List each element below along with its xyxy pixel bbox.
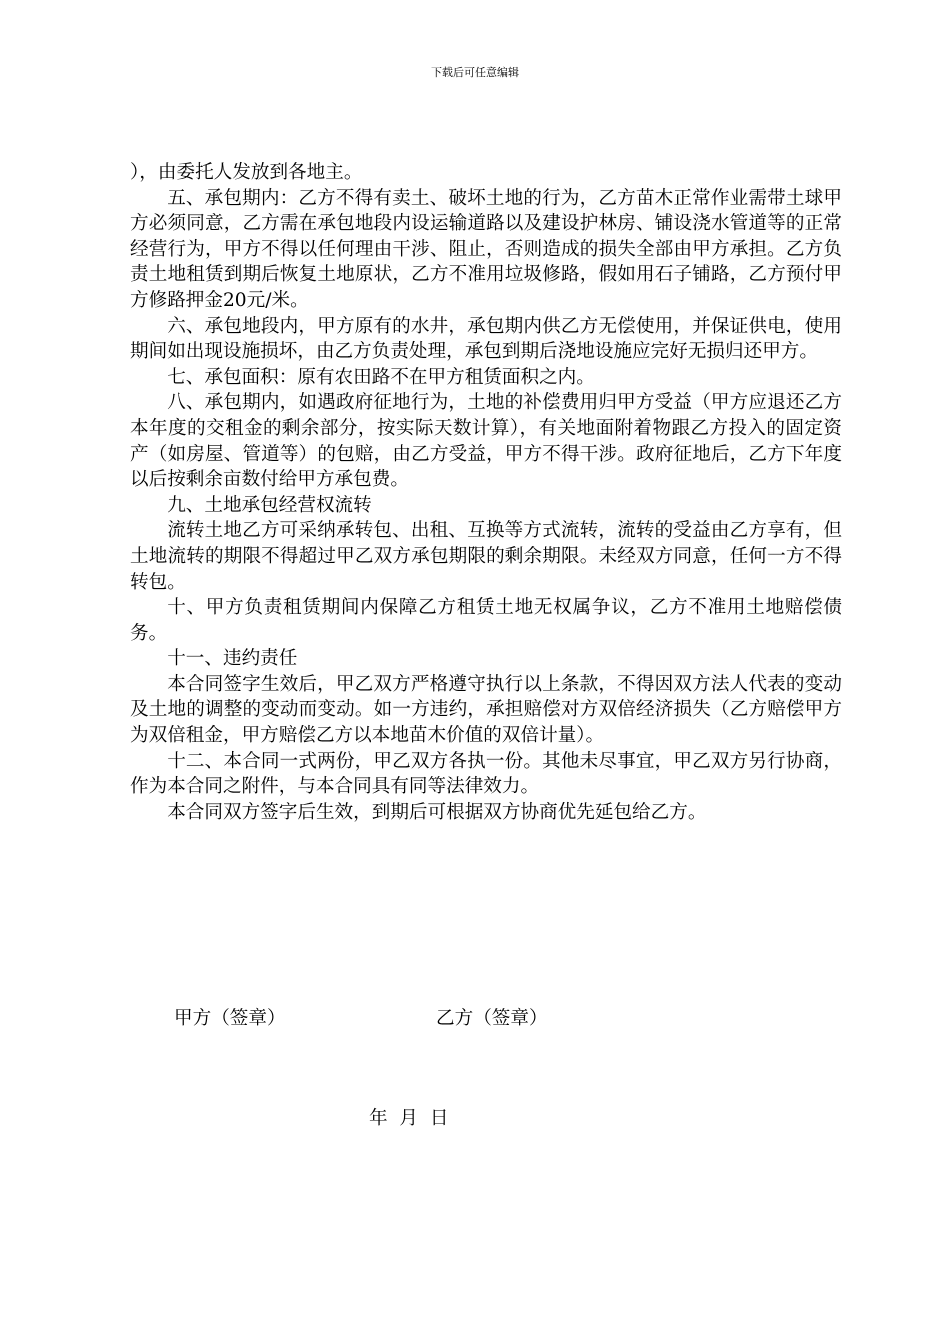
clause-10: 十、甲方负责租赁期间内保障乙方租赁土地无权属争议，乙方不准用土地赔偿债务。 <box>130 597 842 644</box>
contract-body <box>130 160 842 825</box>
clause-11-body: 本合同签字生效后，甲乙双方严格遵守执行以上条款，不得因双方法人代表的变动及土地的调整的变动而变动。如一方违约，承担赔偿对方双倍经济损失（乙方赔偿甲方为双倍租金，甲方赔偿乙方以本地苗木价值的双倍计量）。 <box>130 673 842 747</box>
clause-11-heading: 十一、违约责任 <box>167 648 298 670</box>
signature-date: 年 月 日 <box>369 1108 449 1129</box>
paragraph-continuation: ），由委托人发放到各地主。 <box>130 162 363 183</box>
clause-12: 十二、本合同一式两份，甲乙双方各执一份。其他未尽事宜，甲乙双方另行协商，作为本合同之附件，与本合同具有同等法律效力。 <box>130 750 842 798</box>
clause-6: 六、承包地段内，甲方原有的水井，承包期内供乙方无偿使用，并保证供电，使用期间如出现设施损坏，由乙方负责处理，承包到期后浇地设施应完好无损归还甲方。 <box>130 315 842 363</box>
closing-statement: 本合同双方签字后生效，到期后可根据双方协商优先延包给乙方。 <box>167 801 707 823</box>
page-header: 下载后可任意编辑 <box>431 66 519 79</box>
clause-9-body: 流转土地乙方可采纳承转包、出租、互换等方式流转，流转的受益由乙方享有，但土地流转的期限不得超过甲乙双方承包期限的剩余期限。未经双方同意，任何一方不得转包。 <box>130 520 842 593</box>
clause-7: 七、承包面积：原有农田路不在甲方租赁面积之内。 <box>167 366 595 388</box>
party-b-signature: 乙方（签章） <box>436 1008 548 1029</box>
clause-8: 八、承包期内，如遇政府征地行为，土地的补偿费用归甲方受益（甲方应退还乙方本年度的交租金的剩余部分，按实际天数计算），有关地面附着物跟乙方投入的固定资产（如房屋、管道等）的包赔，由乙方受益，甲方不得干涉。政府征地后，乙方下年度以后按剩余亩数付给甲方承包费。 <box>130 392 842 491</box>
party-a-signature: 甲方（签章） <box>174 1008 286 1029</box>
clause-5: 五、承包期内：乙方不得有卖土、破坏土地的行为，乙方苗木正常作业需带土球甲方必须同意，乙方需在承包地段内设运输道路以及建设护林房、铺设浇水管道等的正常经营行为，甲方不得以任何理由干涉、阻止，否则造成的损失全部由甲方承担。乙方负责土地租赁到期后恢复土地原状，乙方不准用垃圾修路，假如用石子铺路，乙方预付甲方修路押金20元/米。 <box>130 187 842 311</box>
clause-9-heading: 九、土地承包经营权流转 <box>167 494 372 516</box>
